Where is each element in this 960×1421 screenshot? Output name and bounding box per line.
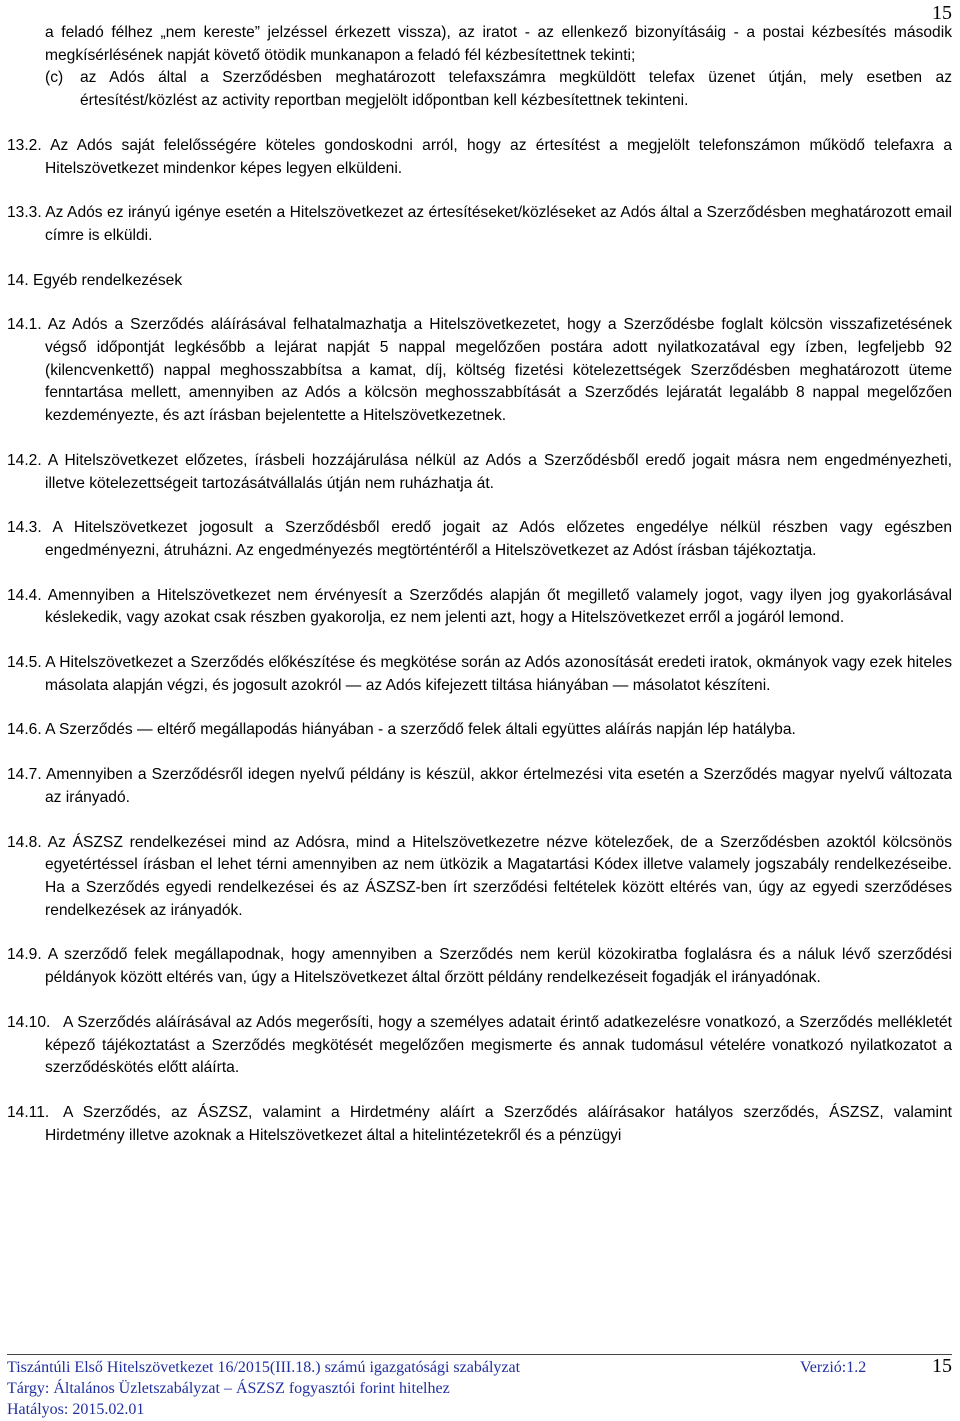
paragraph-c bbox=[0, 67, 952, 112]
page-number-top: 15 bbox=[932, 2, 952, 24]
footer-divider bbox=[7, 1354, 952, 1355]
paragraph-14-7: 14.7. Amennyiben a Szerződésről idegen nyelvű példány is készül, akkor értelmezési vita esetén a Szerződés magyar nyelvű változata az irányadó. bbox=[7, 766, 952, 806]
paragraph-c-text: az Adós által a Szerződésben meghatározott telefaxszámra megküldött telefax üzenet útján, mely esetben az értesítést/közlést az activity reportban megjelölt időpontban kell kézbesítettnek tekinteni. bbox=[80, 69, 952, 110]
paragraph-14-11-text: A Szerződés, az ÁSZSZ, valamint a Hirdetmény aláírt a Szerződés aláírásakor hatályos szerződés, ÁSZSZ, valamint Hirdetmény illetve azoknak a Hitelszövetkezet által a hitelintézetekről és a pénzügyi bbox=[45, 1103, 952, 1144]
paragraph-14-6: 14.6. A Szerződés — eltérő megállapodás hiányában - a szerződő felek általi együttes aláírás napján lép hatályba. bbox=[7, 721, 796, 739]
footer-version: Verzió:1.2 bbox=[800, 1359, 867, 1376]
paragraph-14-4: 14.4. Amennyiben a Hitelszövetkezet nem érvényesít a Szerződés alapján őt megillető valamely jogot, vagy ilyen jog gyakorlásával késlekedik, vagy azokat csak részben gyakorolja, ez nem jelenti azt, hogy a Hitelszövetkezet erről a jogáról lemond. bbox=[7, 586, 952, 627]
paragraph-14-3: 14.3. A Hitelszövetkezet jogosult a Szerződésből eredő jogait az Adós előzetes engedélye nélkül részben vagy egészben engedményezni, átruházni. Az engedményezés megtörténtéről a Hitelszövetkezet az Adóst írásban tájékoztatja. bbox=[7, 519, 952, 559]
paragraph-14-10-text: A Szerződés aláírásával az Adós megerősíti, hogy a személyes adatait érintő adatkezelésre vonatkozó, a Szerződés mellékletét képező tájékoztatást a Szerződés megkötését megelőzően megismerte és annak tudomásul vételére vonatkozó nyilatkozatot a szerződéskötés előtt aláírta. bbox=[45, 1013, 952, 1077]
paragraph-13-2: 13.2. Az Adós saját felelősségére köteles gondoskodni arról, hogy az értesítést a megjelölt telefonszámon működő telefaxra a Hitelszövetkezet mindenkor képes legyen elküldeni. bbox=[7, 136, 952, 177]
section-heading-14: 14. Egyéb rendelkezések bbox=[7, 271, 183, 289]
paragraph-14-8: 14.8. Az ÁSZSZ rendelkezései mind az Adósra, mind a Hitelszövetkezetre nézve kötelezőek, de a Szerződésben azoktól kölcsönös egyetértéssel írásban el lehet térni amennyiben az nem ütközik a Magatartási Kódex illetve valamely jogszabály rendelkezéseibe. Ha a Szerződés egyedi rendelkezései és az ÁSZSZ-ben írt szerződési feltételek között eltérés van, úgy az egyedi szerződéses rendelkezések az irányadók. bbox=[7, 833, 952, 919]
paragraph-14-2: 14.2. A Hitelszövetkezet előzetes, írásbeli hozzájárulása nélkül az Adós a Szerződésből eredő jogait másra nem engedményezheti, illetve kötelezettségeit tartozásátvállalás útján nem ruházhatja át. bbox=[7, 451, 952, 492]
footer-effective-date: Hatályos: 2015.02.01 bbox=[7, 1401, 145, 1418]
paragraph-14-1: 14.1. Az Adós a Szerződés aláírásával felhatalmazhatja a Hitelszövetkezetet, hogy a Szerződésbe foglalt kölcsön visszafizetésének végső időpontját legkésőbb a lejárat napját 5 nappal megelőzően postára adott nyilatkozatával egy ízben, legfeljebb 92 (kilencvenkettő) nappal meghosszabbítsa a kamat, díj, költség fizetési kötelezettségek Szerződésben meghatározott üteme fenntartása mellett, amennyiben az Adós a kölcsön meghosszabbítását a Szerződés lejáratát legalább 8 nappal megelőzően kezdeményezte, és azt írásban bejelentette a Hitelszövetkezetnek. bbox=[7, 316, 952, 425]
document-body bbox=[0, 22, 960, 1147]
paragraph-13-3: 13.3. Az Adós ez irányú igénye esetén a Hitelszövetkezet az értesítéseket/közléseket az Adós által a Szerződésben meghatározott email címre is elküldi. bbox=[7, 204, 952, 244]
page-footer bbox=[7, 1357, 952, 1420]
footer-regulation-title: Tiszántúli Első Hitelszövetkezet 16/2015(III.18.) számú igazgatósági szabályzat bbox=[7, 1359, 521, 1376]
paragraph-14-5: 14.5. A Hitelszövetkezet a Szerződés előkészítése és megkötése során az Adós azonosítását eredeti iratok, okmányok vagy ezek hiteles másolata alapján végzi, és jogosult azokról — az Adós kifejezett tiltása hiányában — másolatot készíteni. bbox=[7, 654, 952, 694]
page-number-bottom: 15 bbox=[932, 1355, 952, 1377]
footer-row-1 bbox=[7, 1357, 952, 1378]
paragraph-c-label: (c) bbox=[45, 69, 64, 87]
paragraph-14-10 bbox=[0, 1012, 952, 1080]
paragraph-14-9: 14.9. A szerződő felek megállapodnak, hogy amennyiben a Szerződés nem kerül közokiratba foglalásra és a náluk lévő szerződési példányok között eltérés van, úgy a Hitelszövetkezet által őrzött példány rendelkezéseit fogadják el irányadónak. bbox=[7, 946, 952, 987]
paragraph-14-10-number: 14.10. bbox=[7, 1013, 51, 1031]
paragraph-14-11 bbox=[0, 1102, 952, 1147]
paragraph-continuation: a feladó félhez „nem kereste” jelzéssel érkezett vissza), az iratot - az ellenkező bizonyításáig - a postai kézbesítés második megkísérlésének napját követő ötödik munkanapon a feladó fél kézbesítettnek tekinti; bbox=[45, 24, 952, 64]
footer-subject: Tárgy: Általános Üzletszabályzat – ÁSZSZ fogyasztói forint hitelhez bbox=[7, 1380, 450, 1397]
paragraph-14-11-number: 14.11. bbox=[7, 1103, 50, 1121]
